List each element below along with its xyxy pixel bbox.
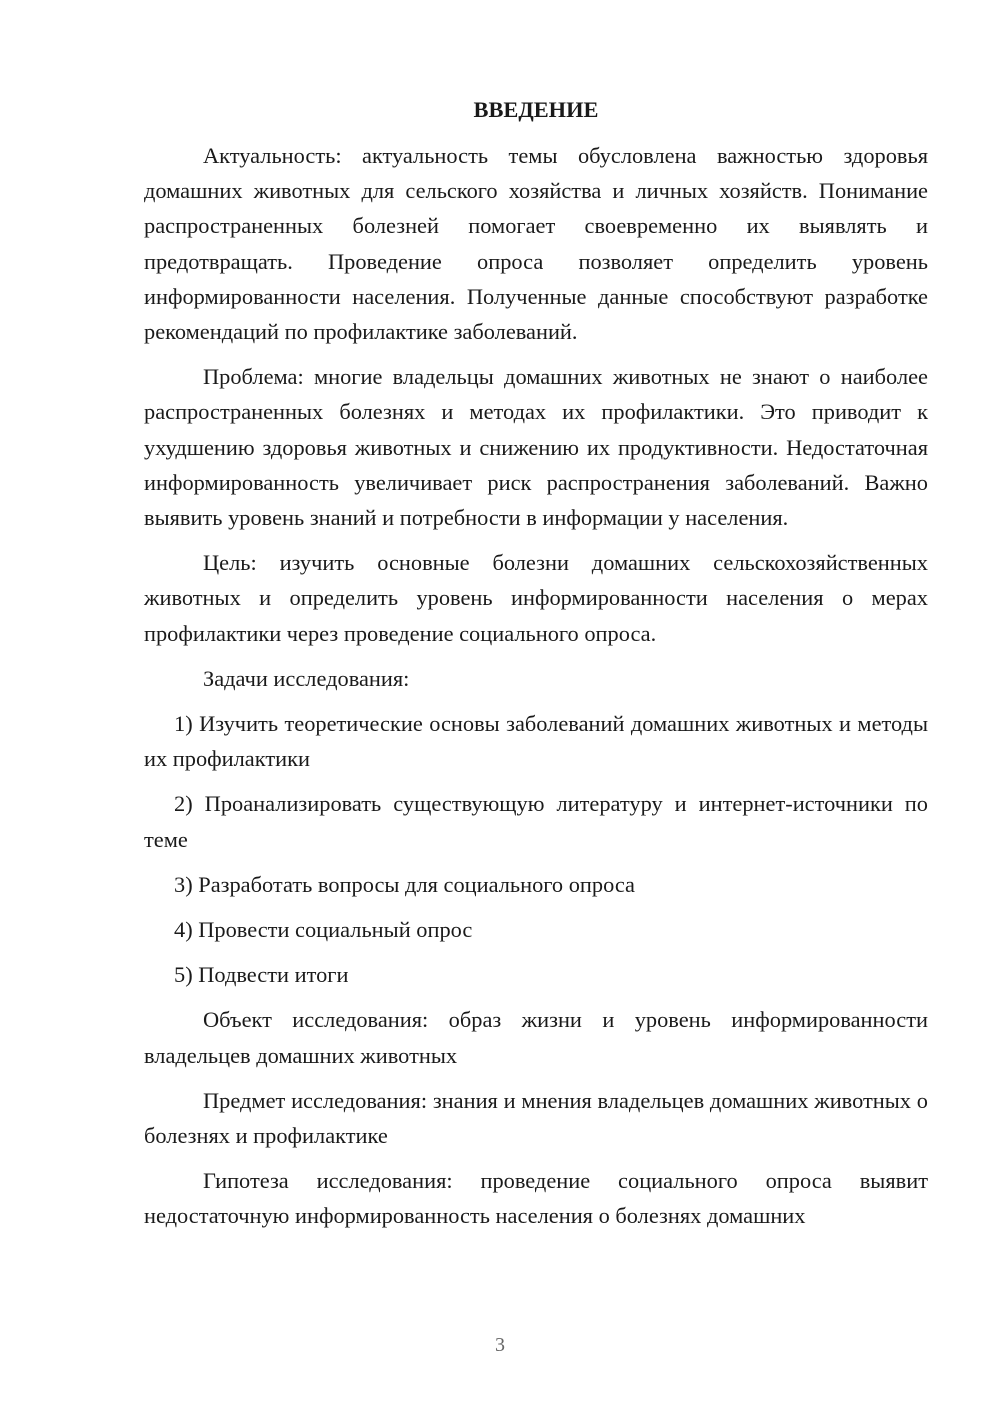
paragraph-goal: Цель: изучить основные болезни домашних сельскохозяйственных животных и определить уровень информированности населения о мерах профилактики через проведение социального опроса. [144,550,928,646]
paragraph-hypothesis: Гипотеза исследования: проведение социального опроса выявит недостаточную информированность населения о болезнях домашних [144,1168,928,1229]
page-number: 3 [495,1334,505,1356]
task-item-4: 4) Провести социальный опрос [174,917,473,943]
paragraph-relevance: Актуальность: актуальность темы обусловлена важностью здоровья домашних животных для сельского хозяйства и личных хозяйств. Понимание распространенных болезней помогает своевременно их выявлять и предотвращать. Проведение опроса позволяет определить уровень информированности населения. Полученные данные способствуют разработке рекомендаций по профилактике заболеваний. [144,143,928,345]
paragraph-tasks-title: Задачи исследования: [203,665,410,691]
paragraph-object: Объект исследования: образ жизни и уровень информированности владельцев домашних животных [144,1007,928,1068]
task-item-5: 5) Подвести итоги [174,962,349,988]
section-heading: ВВЕДЕНИЕ [473,97,599,122]
task-item-2: 2) Проанализировать существующую литературу и интернет-источники по теме [144,791,928,852]
document-page [144,92,928,1234]
paragraph-subject: Предмет исследования: знания и мнения владельцев домашних животных о болезнях и профилактике [144,1087,928,1149]
paragraph-problem: Проблема: многие владельцы домашних животных не знают о наиболее распространенных болезнях и методах их профилактики. Это приводит к ухудшению здоровья животных и снижению их продуктивности. Недостаточная информированность увеличивает риск распространения заболеваний. Важно выявить уровень знаний и потребности в информации у населения. [144,364,928,531]
task-item-1: 1) Изучить теоретические основы заболеваний домашних животных и методы их профилактики [144,711,928,772]
task-item-3: 3) Разработать вопросы для социального опроса [174,871,635,897]
